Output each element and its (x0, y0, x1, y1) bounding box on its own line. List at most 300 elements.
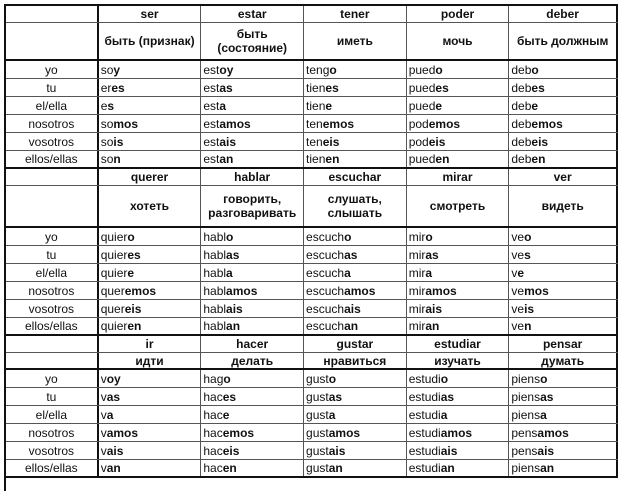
verb-stem: e (100, 98, 108, 113)
verb-form (509, 442, 618, 459)
corner-cell (6, 336, 99, 352)
verb-name-row (6, 6, 618, 23)
verb-stem: piens (511, 407, 541, 422)
verb-form (99, 388, 202, 405)
verb-stem: pued (408, 152, 436, 166)
table-row (6, 228, 618, 246)
pronoun-cell: el/ella (6, 406, 99, 423)
table-row (6, 406, 618, 424)
verb-ending: ais (219, 134, 237, 149)
verb-ending: o (531, 62, 539, 77)
verb-stem: gust (306, 407, 329, 422)
corner-cell (6, 23, 99, 59)
verb-name: hablar (201, 169, 304, 185)
pronoun-cell: el/ella (6, 264, 99, 281)
translation-row (6, 186, 618, 228)
verb-form (99, 406, 202, 423)
verb-stem: mir (408, 283, 426, 298)
verb-ending: as (540, 389, 554, 404)
verb-ending: is (113, 134, 124, 149)
verb-ending: as (219, 80, 233, 95)
verb-stem: v (100, 389, 107, 404)
verb-stem: deb (511, 98, 532, 113)
translation-row (6, 23, 618, 61)
verb-ending: o (435, 62, 443, 77)
verb-ending: es (435, 80, 449, 95)
verb-stem: piens (511, 461, 541, 475)
verb-form (509, 460, 618, 476)
verb-form (304, 133, 407, 150)
verb-stem: est (203, 116, 220, 131)
pronoun-cell: vosotros (6, 133, 99, 150)
verb-stem: deb (511, 116, 532, 131)
verb-stem: habl (203, 319, 227, 333)
verb-stem: escuch (306, 301, 345, 316)
verb-ending: an (106, 461, 121, 475)
verb-stem: hac (203, 407, 223, 422)
verb-name: ir (99, 336, 202, 352)
verb-form (201, 97, 304, 114)
verb-stem: est (203, 134, 220, 149)
table-row (6, 79, 618, 97)
verb-ending: ais (226, 301, 243, 316)
verb-form (99, 318, 202, 334)
verb-form (304, 406, 407, 423)
verb-name: ser (99, 6, 202, 22)
verb-form (304, 442, 407, 459)
verb-stem: escuch (306, 319, 345, 333)
verb-translation: хотеть (99, 186, 202, 226)
verb-form (407, 370, 510, 387)
verb-form (201, 318, 304, 334)
verb-stem: habl (203, 301, 227, 316)
verb-form (201, 115, 304, 132)
verb-ending: ais (328, 443, 346, 458)
verb-translation: думать (509, 353, 618, 368)
verb-form (509, 97, 618, 114)
verb-stem: pod (408, 116, 429, 131)
verb-stem: habl (203, 265, 227, 280)
pronoun-cell: el/ella (6, 97, 99, 114)
verb-stem: hac (203, 443, 223, 458)
verb-stem: v (100, 425, 107, 440)
verb-ending: mos (113, 116, 139, 131)
verb-stem: ten (306, 116, 323, 131)
verb-stem: v (100, 407, 107, 422)
verb-ending: amos (344, 283, 376, 298)
verb-ending: n (113, 152, 121, 166)
verb-translation: быть (состояние) (201, 23, 304, 59)
verb-ending: ais (106, 443, 124, 458)
verb-stem: tien (306, 80, 326, 95)
verb-ending: emos (222, 425, 255, 440)
verb-stem: est (203, 98, 220, 113)
verb-stem: piens (511, 389, 541, 404)
verb-form (99, 151, 202, 167)
verb-ending: s (107, 98, 115, 113)
verb-form (407, 300, 510, 317)
verb-stem: gust (306, 425, 329, 440)
verb-stem: est (203, 62, 220, 77)
verb-ending: es (111, 80, 125, 95)
verb-form (509, 133, 618, 150)
verb-ending: as (440, 389, 455, 404)
table-row (6, 151, 618, 169)
verb-form (304, 460, 407, 476)
verb-form (304, 388, 407, 405)
table-row (6, 442, 618, 460)
table-row (6, 97, 618, 115)
verb-ending: eis (428, 134, 446, 149)
verb-name: estudiar (407, 336, 510, 352)
verb-stem: v (100, 461, 107, 475)
verb-form (509, 246, 618, 263)
verb-stem: mir (408, 301, 426, 316)
verb-stem: hac (203, 389, 223, 404)
verb-name: mirar (407, 169, 510, 185)
verb-stem: teng (306, 62, 330, 77)
verb-form (509, 61, 618, 78)
verb-ending: o (425, 229, 433, 244)
verb-form (99, 228, 202, 245)
verb-ending: a (106, 407, 114, 422)
verb-ending: an (440, 461, 455, 475)
verb-form (99, 460, 202, 476)
verb-translation: мочь (407, 23, 510, 59)
verb-ending: es (127, 247, 141, 262)
verb-form (201, 406, 304, 423)
verb-stem: pens (511, 443, 538, 458)
verb-form (304, 61, 407, 78)
verb-ending: a (226, 265, 233, 280)
verb-stem: hag (203, 371, 224, 386)
verb-form (509, 264, 618, 281)
verb-ending: is (524, 301, 535, 316)
verb-stem: pued (408, 62, 436, 77)
verb-form (201, 442, 304, 459)
verb-ending: a (344, 265, 351, 280)
verb-ending: o (540, 371, 548, 386)
verb-form (201, 282, 304, 299)
verb-stem: estudi (408, 461, 441, 475)
verb-stem: est (203, 152, 220, 166)
verb-stem: gust (306, 389, 329, 404)
verb-form (304, 97, 407, 114)
table-row (6, 424, 618, 442)
verb-stem: v (100, 443, 107, 458)
verb-stem: hac (203, 425, 223, 440)
verb-ending: o (329, 62, 337, 77)
verb-form (304, 424, 407, 441)
verb-translation: слушать, слышать (304, 186, 407, 226)
verb-ending: a (540, 407, 547, 422)
verb-translation: быть должным (509, 23, 618, 59)
verb-form (99, 115, 202, 132)
verb-ending: e (531, 98, 539, 113)
verb-translation: нравиться (304, 353, 407, 368)
table-row (6, 133, 618, 151)
verb-ending: e (517, 265, 525, 280)
verb-form (407, 246, 510, 263)
verb-name: escuchar (304, 169, 407, 185)
table-row (6, 61, 618, 79)
verb-ending: emos (124, 283, 157, 298)
verb-form (407, 61, 510, 78)
verb-ending: as (106, 389, 121, 404)
verb-stem: est (203, 80, 220, 95)
verb-ending: an (425, 319, 440, 333)
verb-name-row (6, 169, 618, 186)
verb-ending: o (440, 371, 449, 386)
verb-form (99, 97, 202, 114)
verb-ending: amos (440, 425, 473, 440)
verb-ending: a (328, 407, 336, 422)
verb-form (509, 228, 618, 245)
verb-ending: an (219, 152, 234, 166)
verb-form (304, 264, 407, 281)
verb-ending: emos (322, 116, 355, 131)
verb-form (509, 388, 618, 405)
verb-ending: eis (222, 443, 240, 458)
corner-cell (6, 353, 99, 368)
verb-stem: tien (306, 152, 326, 166)
verb-ending: eis (322, 134, 340, 149)
verb-ending: mos (524, 283, 549, 298)
verb-ending: en (127, 319, 142, 333)
verb-stem: estudi (408, 371, 441, 386)
pronoun-cell: yo (6, 61, 99, 78)
verb-form (201, 300, 304, 317)
pronoun-cell: tu (6, 246, 99, 263)
verb-ending: ais (344, 301, 361, 316)
verb-ending: eis (531, 134, 549, 149)
verb-stem: gust (306, 461, 329, 475)
verb-form (304, 318, 407, 334)
verb-form (304, 282, 407, 299)
verb-translation: идти (99, 353, 202, 368)
verb-ending: oy (106, 371, 121, 386)
pronoun-cell: nosotros (6, 424, 99, 441)
verb-stem: escuch (306, 247, 345, 262)
verb-form (509, 151, 618, 167)
table-row (6, 282, 618, 300)
verb-name: pensar (509, 336, 618, 352)
verb-ending: en (325, 152, 340, 166)
verb-stem: tien (306, 98, 326, 113)
verb-ending: a (440, 407, 448, 422)
verb-form (201, 228, 304, 245)
verb-form (509, 370, 618, 387)
verb-form (201, 79, 304, 96)
verb-form (407, 79, 510, 96)
verb-name: estar (201, 6, 304, 22)
verb-stem: deb (511, 134, 532, 149)
verb-ending: e (127, 265, 135, 280)
verb-form (304, 115, 407, 132)
verb-name: gustar (304, 336, 407, 352)
verb-form (407, 228, 510, 245)
verb-stem: v (100, 371, 107, 386)
verb-form (407, 406, 510, 423)
verb-ending: o (524, 229, 532, 244)
verb-stem: ve (511, 247, 525, 262)
verb-form (509, 318, 618, 334)
verb-translation: быть (признак) (99, 23, 202, 59)
verb-stem: quier (100, 319, 128, 333)
verb-form (99, 61, 202, 78)
verb-stem: pens (511, 425, 538, 440)
verb-form (407, 97, 510, 114)
verb-ending: es (531, 80, 545, 95)
verb-stem: deb (511, 80, 532, 95)
verb-form (407, 424, 510, 441)
verb-form (201, 264, 304, 281)
verb-name: deber (509, 6, 618, 22)
verb-stem: ve (511, 319, 525, 333)
verb-stem: quier (100, 229, 128, 244)
conjugation-table (4, 4, 618, 491)
verb-ending: en (531, 152, 546, 166)
verb-stem: mir (408, 265, 426, 280)
verb-stem: ve (511, 301, 525, 316)
verb-form (407, 282, 510, 299)
verb-stem: quer (100, 283, 125, 298)
corner-cell (6, 169, 99, 185)
verb-stem: habl (203, 247, 227, 262)
table-row (6, 300, 618, 318)
table-row (6, 246, 618, 264)
verb-ending: an (328, 461, 343, 475)
verb-stem: v (511, 265, 518, 280)
verb-form (407, 151, 510, 167)
verb-form (509, 424, 618, 441)
verb-stem: ve (511, 229, 525, 244)
verb-ending: emos (428, 116, 461, 131)
verb-translation: делать (201, 353, 304, 368)
pronoun-cell: ellos/ellas (6, 318, 99, 334)
verb-stem: ve (511, 283, 525, 298)
verb-form (201, 133, 304, 150)
verb-stem: piens (511, 371, 541, 386)
verb-ending: e (325, 98, 333, 113)
verb-form (201, 424, 304, 441)
verb-ending: o (344, 229, 352, 244)
verb-form (99, 370, 202, 387)
verb-ending: o (127, 229, 135, 244)
verb-stem: gust (306, 443, 329, 458)
verb-stem: escuch (306, 283, 345, 298)
verb-stem: estudi (408, 425, 441, 440)
verb-ending: n (524, 319, 532, 333)
verb-stem: estudi (408, 407, 441, 422)
verb-stem: ten (306, 134, 323, 149)
translation-row (6, 353, 618, 370)
verb-form (201, 370, 304, 387)
table-row (6, 460, 618, 478)
verb-ending: as (226, 247, 240, 262)
verb-form (407, 388, 510, 405)
verb-form (201, 246, 304, 263)
verb-name-row (6, 336, 618, 353)
verb-form (304, 228, 407, 245)
verb-ending: an (540, 461, 555, 475)
pronoun-cell: yo (6, 370, 99, 387)
verb-form (201, 388, 304, 405)
verb-stem: so (100, 134, 114, 149)
verb-ending: amos (219, 116, 251, 131)
verb-form (99, 79, 202, 96)
verb-form (407, 115, 510, 132)
verb-stem: quier (100, 265, 128, 280)
verb-ending: an (344, 319, 359, 333)
verb-stem: gust (306, 371, 329, 386)
verb-ending: eis (124, 301, 142, 316)
verb-name: ver (509, 169, 618, 185)
verb-form (99, 300, 202, 317)
verb-stem: pued (408, 80, 436, 95)
verb-ending: en (222, 461, 237, 475)
verb-form (304, 300, 407, 317)
verb-stem: pod (408, 134, 429, 149)
pronoun-cell: ellos/ellas (6, 460, 99, 476)
verb-translation: видеть (509, 186, 618, 226)
verb-ending: oy (219, 62, 234, 77)
table-row (6, 388, 618, 406)
verb-ending: ais (537, 443, 555, 458)
verb-form (99, 282, 202, 299)
verb-stem: habl (203, 229, 227, 244)
verb-ending: emos (531, 116, 563, 131)
verb-stem: er (100, 80, 112, 95)
verb-ending: amos (226, 283, 258, 298)
table-row (6, 264, 618, 282)
verb-translation: смотреть (407, 186, 510, 226)
verb-stem: escuch (306, 229, 345, 244)
verb-stem: pued (408, 98, 436, 113)
verb-stem: mir (408, 319, 426, 333)
verb-stem: mir (408, 229, 426, 244)
verb-name: tener (304, 6, 407, 22)
corner-cell (6, 6, 99, 22)
verb-ending: es (222, 389, 237, 404)
verb-form (201, 151, 304, 167)
pronoun-cell: nosotros (6, 282, 99, 299)
table-row (6, 115, 618, 133)
verb-ending: e (435, 98, 443, 113)
verb-form (509, 300, 618, 317)
verb-form (407, 133, 510, 150)
pronoun-cell: tu (6, 79, 99, 96)
verb-stem: estudi (408, 389, 441, 404)
verb-form (407, 318, 510, 334)
verb-form (509, 406, 618, 423)
pronoun-cell: vosotros (6, 442, 99, 459)
verb-ending: ais (440, 443, 458, 458)
verb-stem: estudi (408, 443, 441, 458)
verb-name: querer (99, 169, 202, 185)
verb-ending: amos (425, 283, 457, 298)
verb-translation: изучать (407, 353, 510, 368)
verb-translation: иметь (304, 23, 407, 59)
verb-form (201, 460, 304, 476)
verb-form (99, 424, 202, 441)
verb-form (304, 246, 407, 263)
verb-form (99, 264, 202, 281)
verb-ending: amos (537, 425, 569, 440)
verb-form (509, 115, 618, 132)
verb-ending: o (226, 229, 234, 244)
verb-ending: y (113, 62, 121, 77)
